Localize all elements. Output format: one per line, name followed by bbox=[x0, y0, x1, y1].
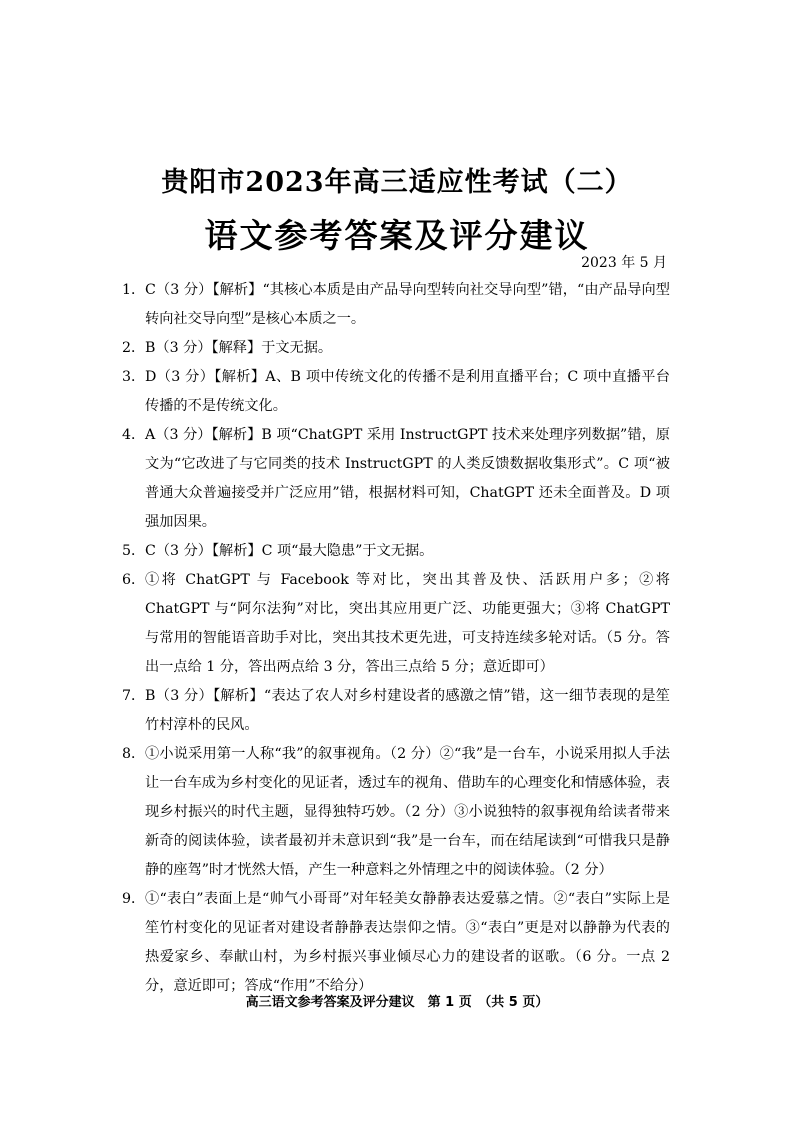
answer-item-6 bbox=[122, 566, 670, 682]
item-number: 7． bbox=[122, 688, 146, 704]
document-title: 语文参考答案及评分建议 bbox=[204, 216, 590, 255]
item-number: 4． bbox=[122, 427, 146, 443]
answer-item-4 bbox=[122, 421, 670, 537]
item-text: D（3 分）【解析】A、B 项中传统文化的传播不是利用直播平台；C 项中直播平台传播的不是传统文化。 bbox=[145, 369, 670, 414]
answer-item-5 bbox=[122, 537, 670, 566]
item-text: C（3 分）【解析】C 项“最大隐患”于文无据。 bbox=[145, 543, 434, 559]
answer-item-7 bbox=[122, 682, 670, 740]
item-number: 8． bbox=[122, 746, 146, 762]
document-date: 2023 年 5 月 bbox=[581, 255, 667, 271]
item-number: 1． bbox=[122, 282, 146, 298]
item-number: 6． bbox=[122, 572, 146, 588]
item-text: ①小说采用第一人称“我”的叙事视角。（2 分）②“我”是一台车，小说采用拟人手法让一台车成为乡村变化的见证者，透过车的视角、借助车的心理变化和情感体验，表现乡村振兴的时代主题，显得独特巧妙。（2 分）③小说独特的叙事视角给读者带来新奇的阅读体验，读者最初并未意识到“我”是一台车，而在结尾读到“可惜我只是静静的座驾”时才恍然大悟，产生一种意料之外情理之中的阅读体验。（2 分） bbox=[145, 746, 670, 878]
item-number: 9． bbox=[122, 891, 146, 907]
item-text: B（3 分）【解释】于文无据。 bbox=[145, 340, 333, 356]
item-number: 3． bbox=[122, 369, 146, 385]
answer-item-3 bbox=[122, 363, 670, 421]
page-footer: 高三语文参考答案及评分建议 第 1 页 （共 5 页） bbox=[245, 995, 549, 1010]
item-text: A（3 分）【解析】B 项“ChatGPT 采用 InstructGPT 技术来处理序列数据”错，原文为“它改进了与它同类的技术 InstructGPT 的人类反馈数据收集形式”。C 项“被普通大众普遍接受并广泛应用”错，根据材料可知，ChatGPT 还未全面普及。D 项强加因果。 bbox=[145, 427, 670, 530]
item-text: B（3 分）【解析】“表达了农人对乡村建设者的感激之情”错，这一细节表现的是笙竹村淳朴的民风。 bbox=[145, 688, 670, 733]
answer-item-8 bbox=[122, 740, 670, 885]
answer-item-9 bbox=[122, 885, 670, 1001]
answer-item-1 bbox=[122, 276, 670, 334]
item-text: C（3 分）【解析】“其核心本质是由产品导向型转向社交导向型”错，“由产品导向型转向社交导向型”是核心本质之一。 bbox=[145, 282, 670, 327]
item-number: 5． bbox=[122, 543, 146, 559]
answer-item-2 bbox=[122, 334, 670, 363]
exam-title: 贵阳市2023年高三适应性考试（二） bbox=[161, 167, 633, 198]
item-text: ①将 ChatGPT 与 Facebook 等对比，突出其普及快、活跃用户多；②将 ChatGPT 与“阿尔法狗”对比，突出其应用更广泛、功能更强大；③将 ChatGPT 与常用的智能语音助手对比，突出其技术更先进，可支持连续多轮对话。（5 分。答出一点给 1 分，答出两点给 3 分，答出三点给 5 分；意近即可） bbox=[145, 572, 670, 675]
item-number: 2． bbox=[122, 340, 146, 356]
answer-list bbox=[122, 276, 670, 1001]
item-text: ①“表白”表面上是“帅气小哥哥”对年轻美女静静表达爱慕之情。②“表白”实际上是笙竹村变化的见证者对建设者静静表达崇仰之情。③“表白”更是对以静静为代表的热爱家乡、奉献山村，为乡村振兴事业倾尽心力的建设者的讴歌。（6 分。一点 2 分，意近即可；答成“作用”不给分） bbox=[145, 891, 670, 994]
